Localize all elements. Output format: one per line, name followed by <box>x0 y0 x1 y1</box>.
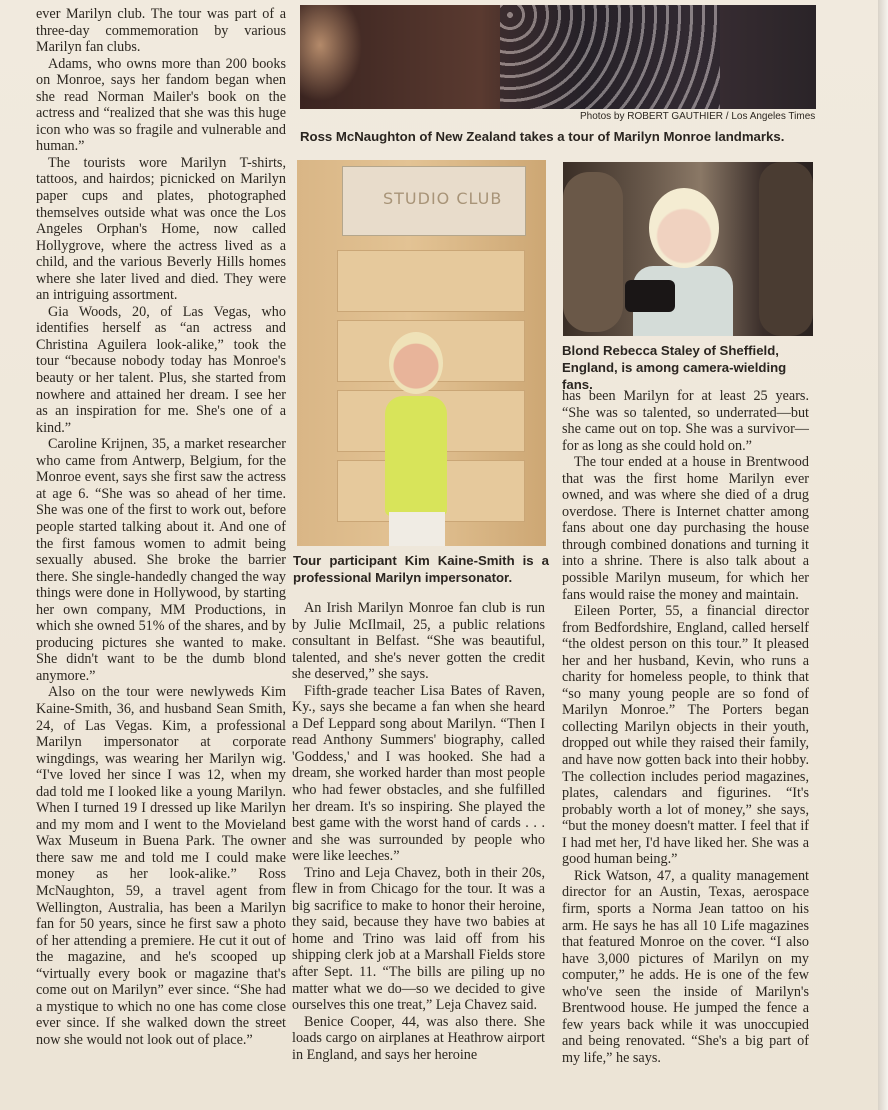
person-head <box>649 188 719 268</box>
photo-caption-top: Ross McNaughton of New Zealand takes a tour of Marilyn Monroe landmarks. <box>300 129 785 144</box>
patterned-shirt <box>500 5 720 109</box>
article-column-1 <box>36 6 286 1048</box>
photo-kim-kaine-smith <box>297 160 546 546</box>
article-column-3 <box>562 388 809 1066</box>
photo-caption-right: Blond Rebecca Staley of Sheffield, England, is among camera-wielding fans. <box>562 343 787 392</box>
person-body <box>385 396 447 516</box>
camera-icon <box>625 280 675 312</box>
page-edge <box>878 0 888 1110</box>
article-paragraph: ever Marilyn club. The tour was part of a three-day commemoration by various Marilyn fan clubs. <box>36 6 286 56</box>
photo-caption-left: Tour participant Kim Kaine-Smith is a professional Marilyn impersonator. <box>293 553 549 585</box>
article-paragraph: Trino and Leja Chavez, both in their 20s, flew in from Chicago for the tour. It was a big sacrifice to make to honor their heroine, they said, because they have two babies at home and Trino was laid off from his shipping clerk job at a Marshall Fields store after Sept. 11. “The bills are piling up no matter what we do—so we decided to give ourselves this one treat,” Leja Chavez said. <box>292 864 545 1014</box>
fan-figure <box>563 172 623 332</box>
photo-credit: Photos by ROBERT GAUTHIER / Los Angeles Times <box>580 111 816 122</box>
person-legs <box>389 512 445 546</box>
article-paragraph: An Irish Marilyn Monroe fan club is run by Julie McIlmail, 25, a public relations consultant in Belfast. “She was beautiful, talented, and she's never gotten the credit she deserved,” she says. <box>292 600 545 683</box>
article-paragraph: Adams, who owns more than 200 books on Monroe, says her fandom began when she read Norman Mailer's book on the actress and “realized that she was this huge icon who was so fragile and vulnerable and human.” <box>36 55 286 155</box>
article-paragraph: Rick Watson, 47, a quality management director for an Austin, Texas, aerospace firm, sports a Norma Jean tattoo on his arm. He says he has all 10 Life magazines that featured Monroe on the cover. “I also have 3,000 pictures of Marilyn on my computer,” he adds. He is one of the few who've seen the inside of Marilyn's Brentwood house. He jumped the fence a few years back while it was unoccupied and being renovated. “She's a big part of my life,” he says. <box>562 867 809 1066</box>
article-paragraph: The tour ended at a house in Brentwood that was the first home Marilyn ever owned, and was where she died of a drug overdose. There is Internet chatter among fans about one day purchasing the house through combined donations and turning it into a shrine. There is also talk about a possible Marilyn museum, for which her fans would raise the money and maintain. <box>562 454 809 603</box>
article-paragraph: Benice Cooper, 44, was also there. She loads cargo on airplanes at Heathrow airport in England, and says her heroine <box>292 1013 545 1063</box>
article-paragraph: Also on the tour were newlyweds Kim Kaine-Smith, 36, and husband Sean Smith, 24, of Las Vegas. Kim, a professional Marilyn impersonator at corporate wingdings, was wearing her Marilyn wig. “I've loved her since I was 12, when my dad told me I looked like a young Marilyn. When I turned 19 I dressed up like Marilyn and my mom and I went to the Movieland Wax Museum in Buena Park. The owner there saw me and told me I could make money as her look-alike.” Ross McNaughton, 59, a travel agent from Wellington, Australia, has been a Marilyn fan for 50 years, since he first saw a photo of her attending a premiere. He cut it out of the magazine, and he's scooped up “virtually every book or magazine that's come out on Marilyn” ever since. “She had a mystique to which no one has come close ever since. If she walked down the street now she would not look out of place.” <box>36 684 286 1048</box>
article-paragraph: Fifth-grade teacher Lisa Bates of Raven, Ky., says she became a fan when she heard a Def Leppard song about Marilyn. “Then I read Anthony Summers' biography, called 'Goddess,' and I was hooked. She had a dream, she worked harder than most people who had fewer obstacles, and she fulfilled her dream. It's so inspiring. She played the best game with the worst hand of cards . . . and she was surrounded by people who were like leeches.” <box>292 682 545 865</box>
article-paragraph: The tourists wore Marilyn T-shirts, tattoos, and hairdos; picnicked on Marilyn paper cups and plates, photographed themselves outside what was once the Los Angeles Orphan's Home, now called Hollygrove, where the actress lived as a child, and the various Beverly Hills homes where she later lived and died. They were an intriguing assortment. <box>36 154 286 304</box>
fan-figure <box>759 162 813 336</box>
studio-club-sign <box>342 166 526 236</box>
article-paragraph: Gia Woods, 20, of Las Vegas, who identifies herself as “an actress and Christina Aguilera look-alike,” took the tour “because nobody today has Monroe's beauty or her talent. Plus, she started from nowhere and attained her dream. I see her as an inspiration for me. She's one of a kind.” <box>36 303 286 436</box>
photo-rebecca-staley <box>563 162 813 336</box>
stone-block <box>337 250 525 312</box>
article-paragraph: Eileen Porter, 55, a financial director from Bedfordshire, England, called herself “the oldest person on this tour.” It pleased her and her husband, Kevin, who runs a charity for homeless people, to think that “so many young people are so fond of Marilyn Monroe.” The Porters began collecting Marilyn objects in their youth, dropped out while they raised their family, and have now gotten back into their hobby. The collection includes period magazines, plates, calendars and figurines. “It's probably worth a lot of money,” she says, “but the money doesn't matter. I feel that if I had met her, I'd have liked her. She was a good human being.” <box>562 603 809 868</box>
article-column-2 <box>292 600 545 1063</box>
article-paragraph: has been Marilyn for at least 25 years. “She was so talented, so underrated—but she came out on top. She was a survivor—for as long as she could hold on.” <box>562 388 809 454</box>
person-head <box>389 332 443 394</box>
photo-ross-mcnaughton <box>300 5 816 109</box>
sign-text: STUDIO CLUB <box>383 189 503 208</box>
article-paragraph: Caroline Krijnen, 35, a market researcher who came from Antwerp, Belgium, for the Monroe event, says she first saw the actress at age 6. “She was so ahead of her time. She was one of the first to work out, before people started talking about it. And one of the first famous women to admit being sexually abused. She broke the barrier there. She single-handedly changed the way things were done in Hollywood, by starting her own company, MM Productions, in which she owned 51% of the shares, and by producing pictures she wanted to make. She didn't want to be the dumb blond anymore.” <box>36 436 286 684</box>
